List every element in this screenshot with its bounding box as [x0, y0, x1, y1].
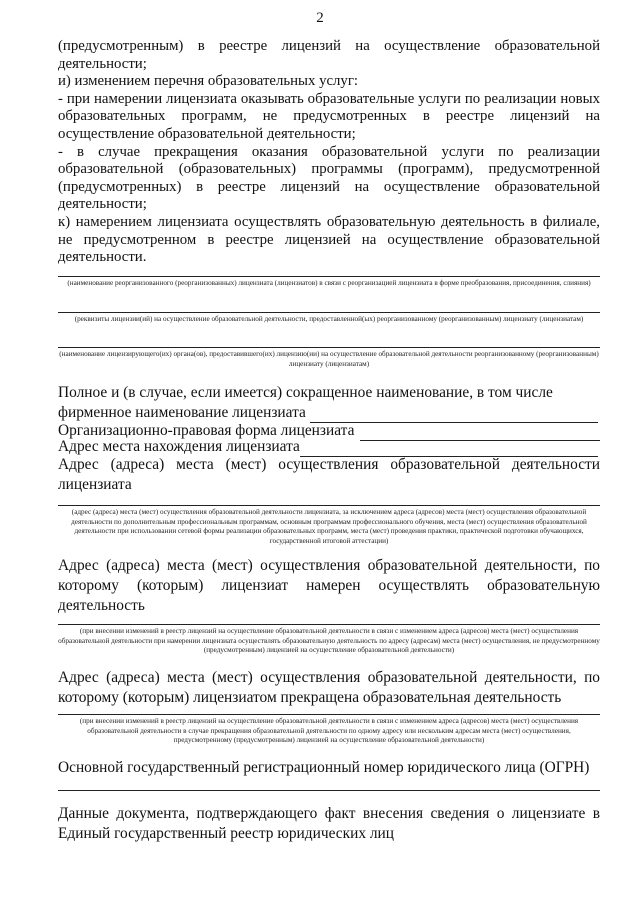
- egrul-doc-label: Данные документа, подтверждающего факт внесения сведения о лицензиате в Единый государственный реестр юридических лиц: [58, 805, 600, 842]
- full-name-label-2: фирменное наименование лицензиата: [58, 403, 306, 421]
- planned-address-field: [58, 556, 600, 615]
- reorganized-name-line[interactable]: [58, 276, 600, 277]
- ogrn-field: [58, 758, 600, 778]
- planned-address-label: Адрес (адреса) места (мест) осуществления образовательной деятельности, по которому (которым) лицензиат намерен осуществлять образовательную деятельность: [58, 557, 600, 614]
- caption-requisites: (реквизиты лицензии(ий) на осуществление образовательной деятельности, предоставленной(ых) реорганизованному (реорганизованным) лицензиату (лицензиатам): [74, 315, 584, 323]
- stopped-address-line[interactable]: [58, 714, 600, 715]
- egrul-doc-field: [58, 804, 600, 844]
- paragraph-continuation: (предусмотренным) в реестре лицензий на осуществление образовательной деятельности;: [58, 38, 600, 72]
- top-paragraphs: [58, 38, 600, 267]
- activity-address-label: Адрес (адреса) места (мест) осуществления образовательной деятельности лицензиата: [58, 456, 600, 493]
- page-number: 2: [316, 10, 324, 26]
- full-name-field: [58, 383, 600, 423]
- caption-licensing-body: (наименование лицензирующего(их) органа(ов), предоставившего(их) лицензию(ии) на осуществление образовательной деятельности реорганизованному (реорганизованным) лицензиату (лицензиатам): [59, 350, 599, 368]
- activity-address-field: [58, 455, 600, 495]
- paragraph-new-programs: - при намерении лицензиата оказывать образовательные услуги по реализации новых образовательных программ, не предусмотренных в реестре лицензий на осуществление образовательной деятельности;: [58, 90, 600, 142]
- legal-form-label: Организационно-правовая форма лицензиата: [58, 422, 355, 439]
- caption-address-stopped: (при внесении изменений в реестр лицензий на осуществление образовательной деятельности в связи с изменением адреса (адресов) места (мест) осуществления образовательной деятельности в случае прекращения образовательной деятельности по одному адресу или нескольким адресам места (мест) осуществления, предусмотренному (предусмотренным) лицензией на осуществление образовательной деятельности): [79, 717, 579, 745]
- paragraph-stop-programs: - в случае прекращения оказания образовательной услуги по реализации образовательной (образовательных) программы (программ), предусмотренной (предусмотренных) в реестре лицензий на осуществление образовательной деятельности;: [58, 143, 600, 213]
- caption-address-current: (адрес (адреса) места (мест) осуществления образовательной деятельности лицензиата, за исключением адреса (адресов) места (мест) осуществления образовательной деятельности по дополнительным профессиональным программам, основным программам профессионального обучения, места (мест) осуществления образовательной деятельности при использовании сетевой формы реализации образовательных программ, места (мест) проведения практики, практической подготовки обучающихся, государственной итоговой аттестации): [71, 508, 587, 545]
- planned-address-line[interactable]: [58, 624, 600, 625]
- location-label: Адрес места нахождения лицензиата: [58, 438, 300, 455]
- activity-address-line[interactable]: [58, 505, 600, 506]
- full-name-label-1: Полное и (в случае, если имеется) сокращенное наименование, в том числе: [58, 384, 553, 401]
- licensing-body-line[interactable]: [58, 347, 600, 348]
- paragraph-item-k: к) намерением лицензиата осуществлять образовательную деятельность в филиале, не предусмотренном в реестре лицензией на осуществление образовательной деятельности.: [58, 213, 600, 266]
- stopped-address-label: Адрес (адреса) места (мест) осуществления образовательной деятельности, по которому (которым) лицензиатом прекращена образовательная деятельность: [58, 669, 600, 706]
- caption-reorganized: (наименование реорганизованного (реорганизованных) лицензиата (лицензиатов) в связи с реорганизацией лицензиата в форме преобразования, присоединения, слияния): [67, 279, 591, 287]
- ogrn-label: Основной государственный регистрационный номер юридического лица (ОГРН): [58, 759, 590, 776]
- caption-address-planned: (при внесении изменений в реестр лицензий на осуществление образовательной деятельности в связи с изменением адреса (адресов) места (мест) осуществления образовательной деятельности при намерении лицензиата осуществлять образовательную деятельность по адресу (адресам) места (мест) осуществления, не предусмотренному (предусмотренным) лицензией на осуществление образовательной деятельности): [58, 627, 600, 655]
- paragraph-item-i: и) изменением перечня образовательных услуг:: [58, 73, 359, 90]
- requisites-line[interactable]: [58, 312, 600, 313]
- location-field: [58, 437, 600, 457]
- ogrn-input-line[interactable]: [58, 790, 600, 791]
- stopped-address-field: [58, 668, 600, 708]
